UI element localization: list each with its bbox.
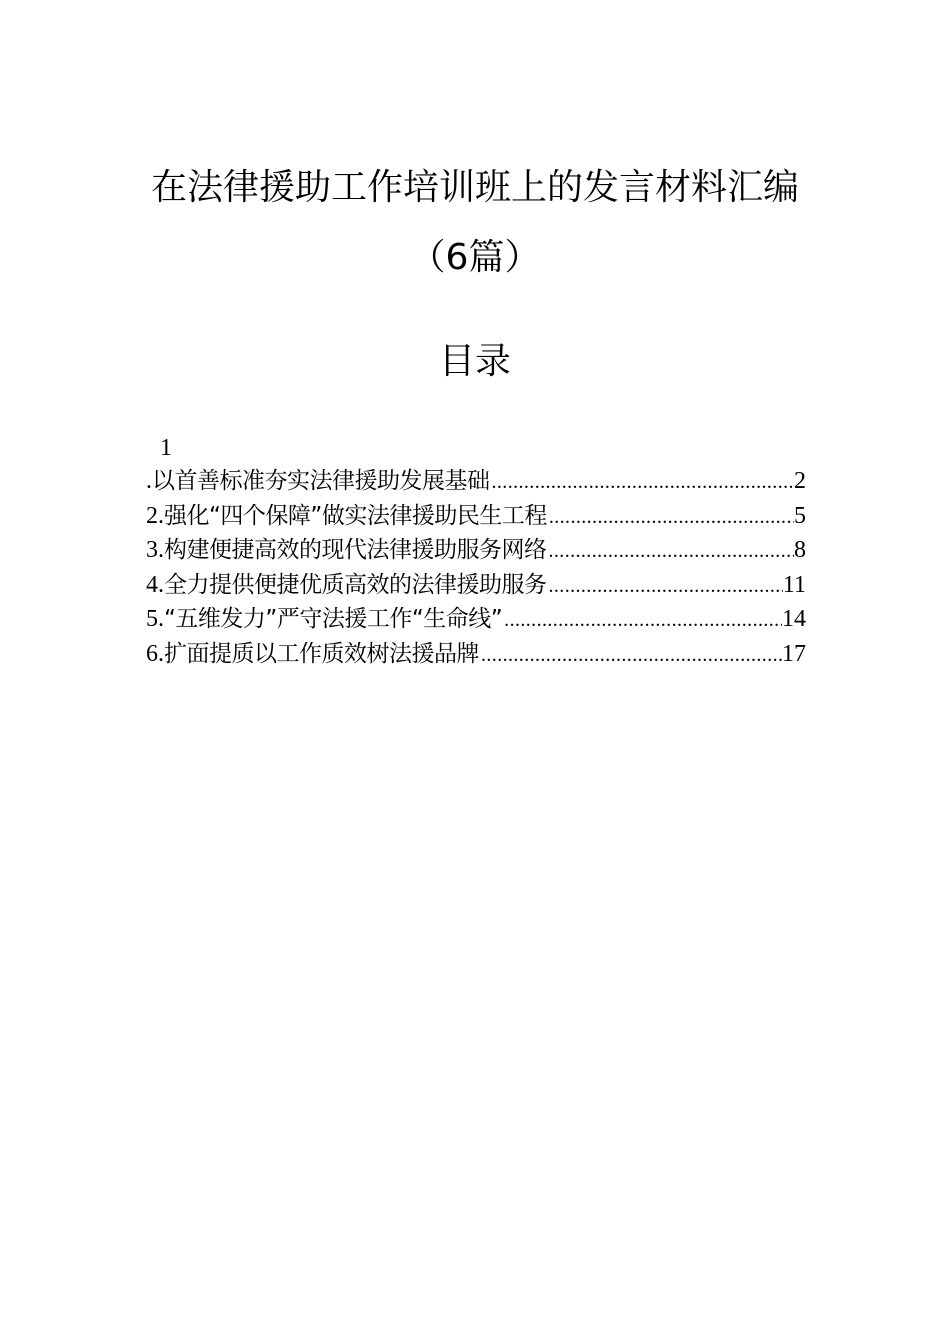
document-title: 在法律援助工作培训班上的发言材料汇编 [150, 167, 799, 208]
toc-entry-title: 构建便捷高效的现代法律援助服务网络 [164, 537, 547, 563]
toc-entry-number: 3. [146, 537, 164, 563]
toc-entry-number: 2. [146, 502, 164, 529]
toc-entry-number: 4. [146, 571, 164, 598]
toc-entry-page: 5 [794, 502, 806, 529]
toc-entry-page: 14 [782, 606, 806, 632]
toc-leader-dots [502, 603, 782, 638]
toc-entry-number: 6. [146, 640, 164, 667]
toc-leader-dots [547, 500, 794, 535]
toc-leader-dots [547, 534, 795, 569]
toc-entry-title: “五维发力”严守法援工作“生命线” [164, 606, 503, 632]
toc-entry-number: 5. [146, 606, 164, 632]
toc-entry[interactable] [146, 637, 806, 672]
table-of-contents [146, 432, 806, 671]
toc-entry-title: 强化“四个保障”做实法律援助民生工程 [164, 502, 547, 529]
toc-entry-page: 8 [794, 537, 806, 563]
toc-entry[interactable] [146, 533, 806, 568]
toc-entry-page: 17 [782, 640, 806, 667]
toc-leader-dots [547, 569, 783, 604]
toc-leader-dots [479, 638, 782, 673]
document-subtitle: （6篇） [409, 237, 541, 278]
toc-first-number: 1 [160, 435, 172, 461]
toc-leader-dots [490, 465, 795, 500]
toc-entry[interactable] [146, 464, 806, 499]
toc-entry-title: 全力提供便捷优质高效的法律援助服务 [164, 571, 547, 598]
toc-heading: 目录 [438, 341, 511, 382]
toc-entry[interactable] [146, 568, 806, 603]
toc-entry[interactable] [146, 602, 806, 637]
toc-entry-page: 2 [794, 468, 806, 494]
toc-entry-title: 以首善标准夯实法律援助发展基础 [152, 468, 490, 494]
toc-entry-title: 扩面提质以工作质效树法援品牌 [164, 640, 479, 667]
toc-entry-page: 11 [782, 571, 806, 598]
toc-entry-number: . [146, 468, 152, 494]
toc-entry[interactable] [146, 499, 806, 534]
